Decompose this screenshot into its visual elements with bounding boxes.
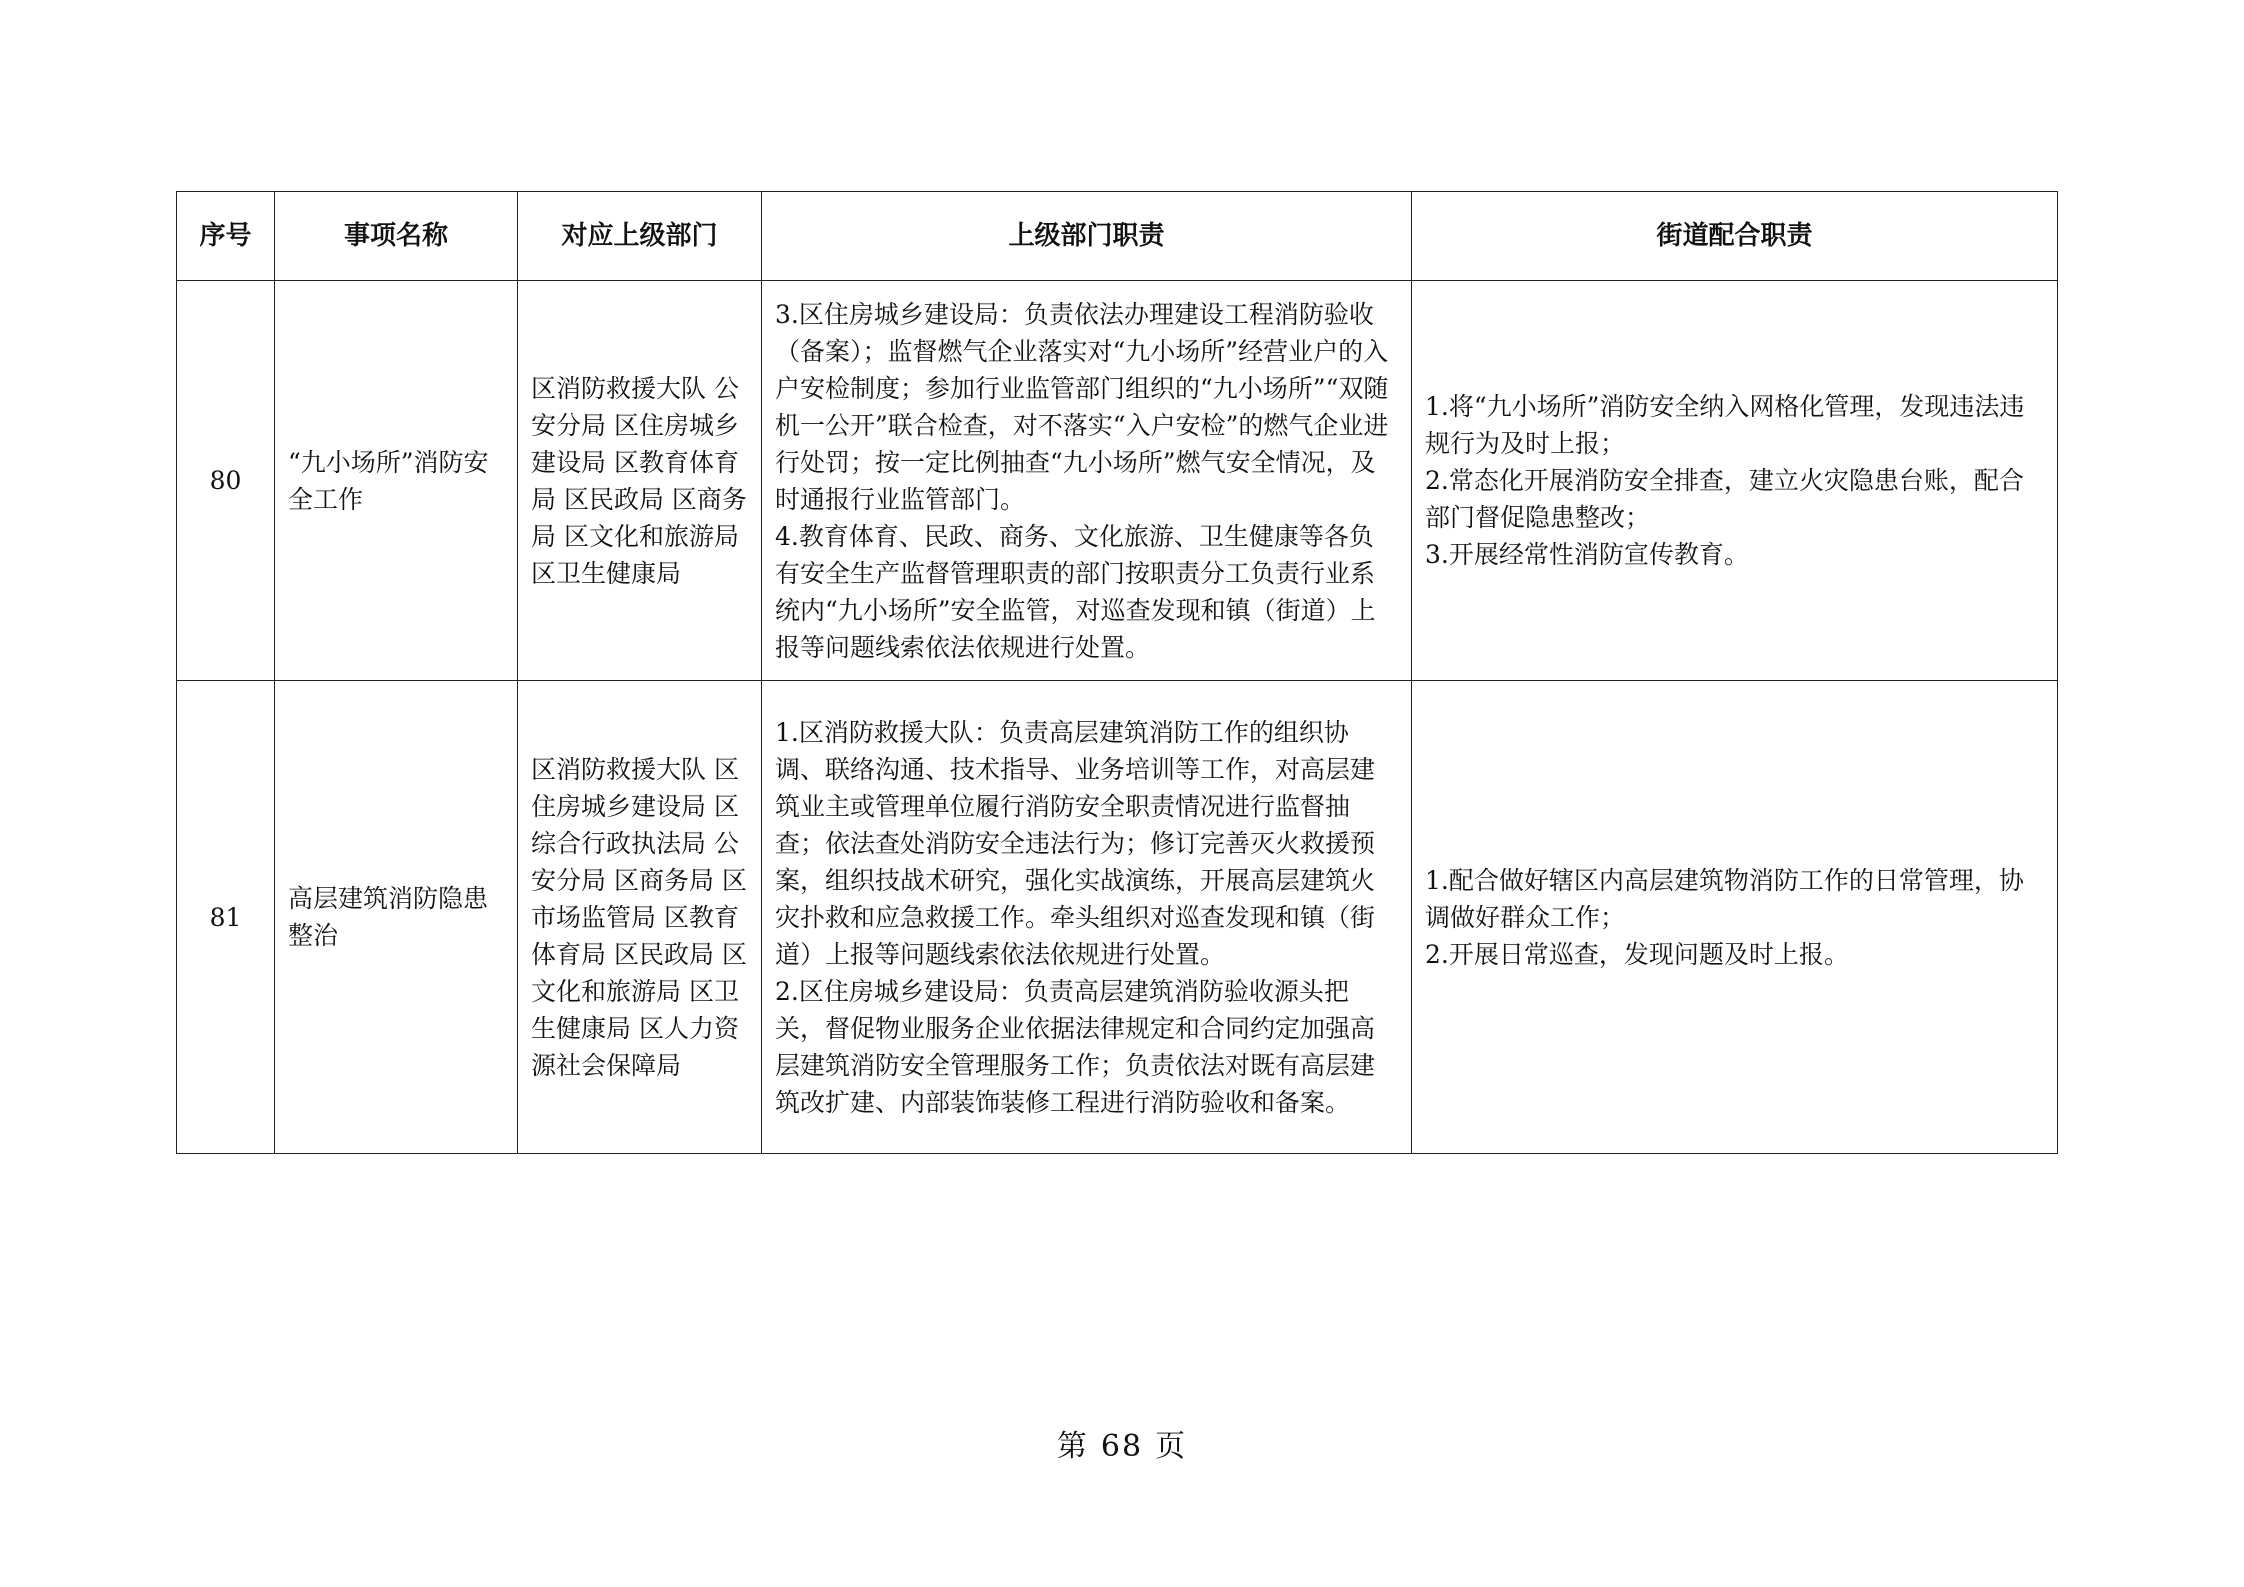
table-body <box>177 281 2058 1154</box>
cell-item-name: 高层建筑消防隐患整治 <box>275 681 518 1154</box>
cell-dept-duties: 3.区住房城乡建设局：负责依法办理建设工程消防验收（备案）；监督燃气企业落实对“九小场所”经营业户的入户安检制度；参加行业监管部门组织的“九小场所”“双随机一公开”联合检查，对不落实“入户安检”的燃气企业进行处罚；按一定比例抽查“九小场所”燃气安全情况，及时通报行业监管部门。 4.教育体育、民政、商务、文化旅游、卫生健康等各负有安全生产监督管理职责的部门按职责分工负责行业系统内“九小场所”安全监管，对巡查发现和镇（街道）上报等问题线索依法依规进行处置。 <box>762 281 1412 681</box>
page-prefix: 第 <box>1056 1429 1089 1464</box>
responsibility-table <box>176 191 2058 1154</box>
cell-street-duties: 1.将“九小场所”消防安全纳入网格化管理，发现违法违规行为及时上报； 2.常态化开展消防安全排查，建立火灾隐患台账，配合部门督促隐患整改； 3.开展经常性消防宣传教育。 <box>1412 281 2058 681</box>
header-duty: 上级部门职责 <box>762 192 1412 281</box>
table-header <box>177 192 2058 281</box>
page-number: 68 <box>1100 1429 1144 1464</box>
header-name: 事项名称 <box>275 192 518 281</box>
table-row <box>177 281 2058 681</box>
header-dept: 对应上级部门 <box>518 192 762 281</box>
cell-departments: 区消防救援大队 区住房城乡建设局 区综合行政执法局 公安分局 区商务局 区市场监管局 区教育体育局 区民政局 区文化和旅游局 区卫生健康局 区人力资源社会保障局 <box>518 681 762 1154</box>
cell-dept-duties: 1.区消防救援大队：负责高层建筑消防工作的组织协调、联络沟通、技术指导、业务培训等工作，对高层建筑业主或管理单位履行消防安全职责情况进行监督抽查；依法查处消防安全违法行为；修订完善灭火救援预案，组织技战术研究，强化实战演练，开展高层建筑火灾扑救和应急救援工作。牵头组织对巡查发现和镇（街道）上报等问题线索依法依规进行处置。 2.区住房城乡建设局：负责高层建筑消防验收源头把关，督促物业服务企业依据法律规定和合同约定加强高层建筑消防安全管理服务工作；负责依法对既有高层建筑改扩建、内部装饰装修工程进行消防验收和备案。 <box>762 681 1412 1154</box>
table-header-row <box>177 192 2058 281</box>
header-coop: 街道配合职责 <box>1412 192 2058 281</box>
header-seq: 序号 <box>177 192 275 281</box>
page-suffix: 页 <box>1155 1429 1188 1464</box>
cell-departments: 区消防救援大队 公安分局 区住房城乡建设局 区教育体育局 区民政局 区商务局 区文化和旅游局 区卫生健康局 <box>518 281 762 681</box>
page-number-footer <box>0 1427 2244 1467</box>
table-row <box>177 681 2058 1154</box>
cell-seq: 80 <box>177 281 275 681</box>
cell-item-name: “九小场所”消防安全工作 <box>275 281 518 681</box>
cell-street-duties: 1.配合做好辖区内高层建筑物消防工作的日常管理，协调做好群众工作； 2.开展日常巡查，发现问题及时上报。 <box>1412 681 2058 1154</box>
cell-seq: 81 <box>177 681 275 1154</box>
